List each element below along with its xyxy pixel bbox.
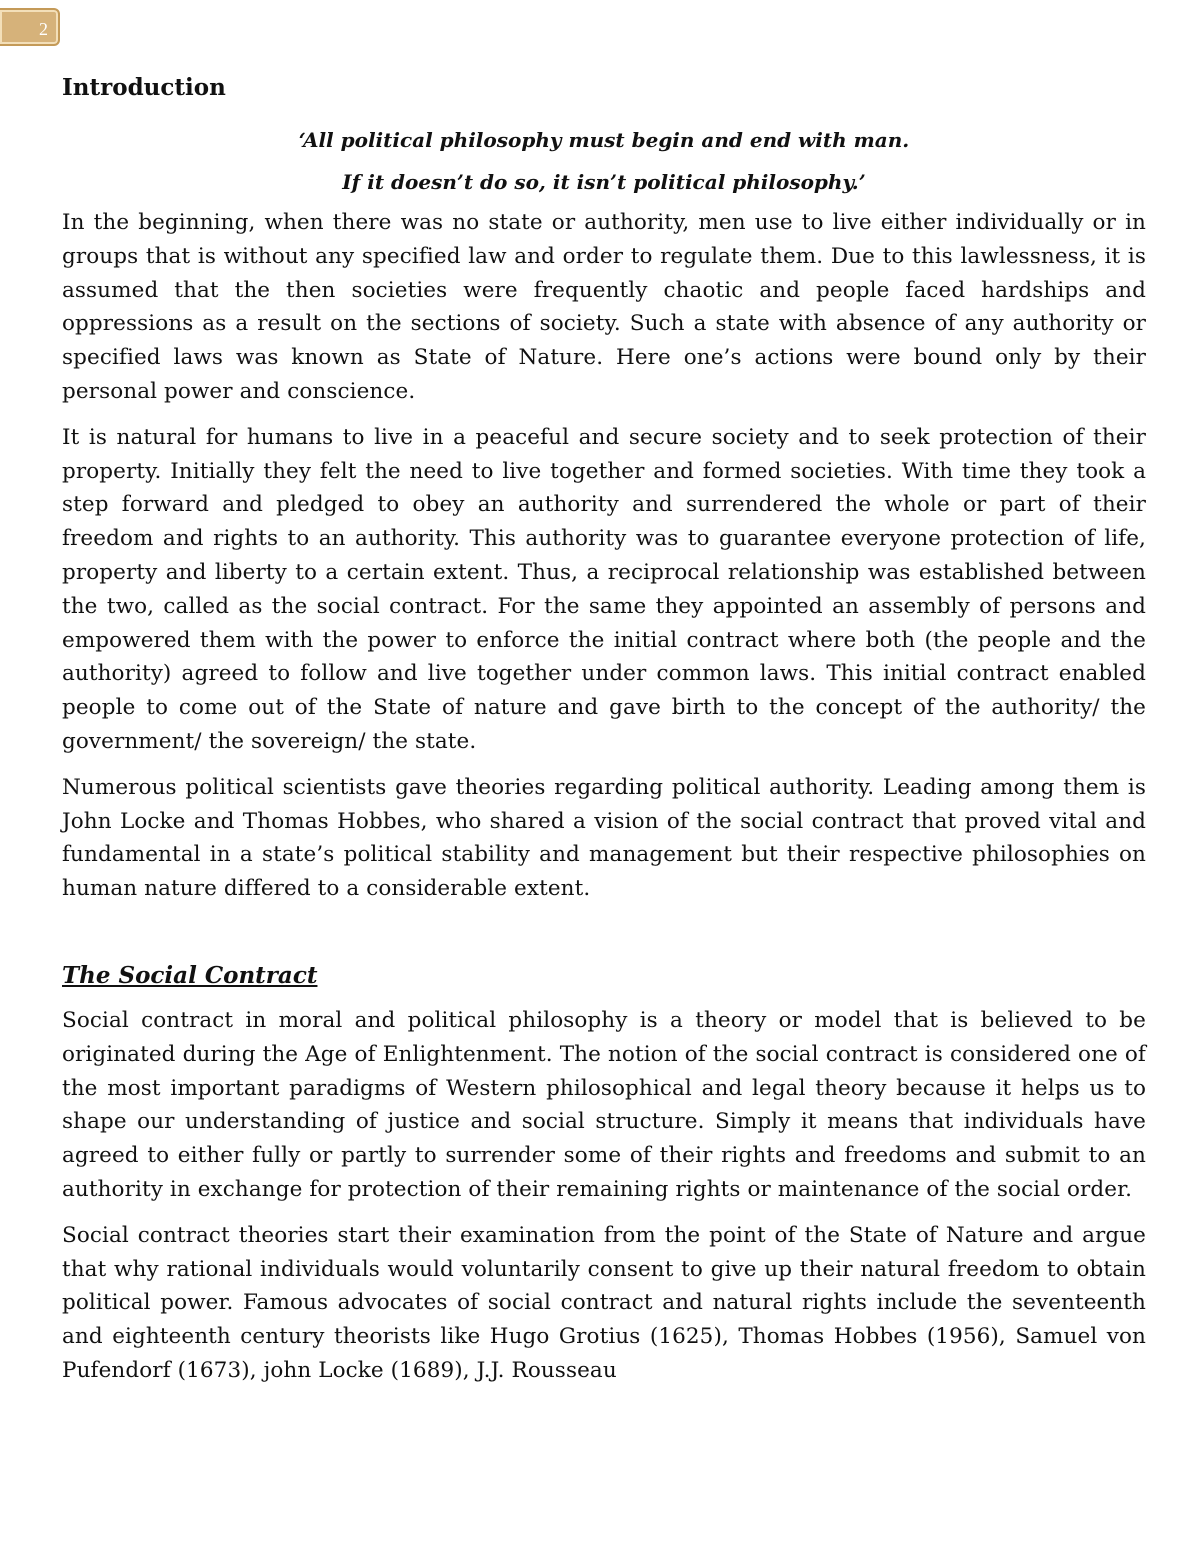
introduction-paragraph-2: It is natural for humans to live in a peaceful and secure society and to seek protection of their property. Initially they felt the need to live together and formed societies. With time they took a step forward and pledged to obey an authority and surrendered the whole or part of their freedom and rights to an authority. This authority was to guarantee everyone protection of life, property and liberty to a certain extent. Thus, a reciprocal relationship was established between the two, called as the social contract. For the same they appointed an assembly of persons and empowered them with the power to enforce the initial contract where both (the people and the authority) agreed to follow and live together under common laws. This initial contract enabled people to come out of the State of nature and gave birth to the concept of the authority/ the government/ the sovereign/ the state. — [62, 424, 1146, 754]
page-number-badge — [0, 8, 60, 46]
epigraph — [62, 116, 1146, 206]
section-spacer — [62, 906, 1146, 958]
introduction-section — [62, 70, 1146, 906]
epigraph-line-2: If it doesn’t do so, it isn’t political philosophy.’ — [342, 170, 866, 194]
social-contract-paragraph-1: Social contract in moral and political philosophy is a theory or model that is believed to be originated during the Age of Enlightenment. The notion of the social contract is considered one of the most important paradigms of Western philosophical and legal theory because it helps us to shape our understanding of justice and social structure. Simply it means that individuals have agreed to either fully or partly to surrender some of their rights and freedoms and submit to an authority in exchange for protection of their remaining rights or maintenance of the social order. — [62, 1007, 1146, 1202]
document-body — [62, 70, 1146, 1388]
social-contract-section — [62, 958, 1146, 1388]
social-contract-paragraph-2: Social contract theories start their examination from the point of the State of Nature and argue that why rational individuals would voluntarily consent to give up their natural freedom to obtain political power. Famous advocates of social contract and natural rights include the seventeenth and eighteenth century theorists like Hugo Grotius (1625), Thomas Hobbes (1956), Samuel von Pufendorf (1673), john Locke (1689), J.J. Rousseau — [62, 1222, 1146, 1383]
epigraph-line-1: ‘All political philosophy must begin and end with man. — [298, 128, 910, 152]
introduction-paragraph-1: In the beginning, when there was no state or authority, men use to live either individually or in groups that is without any specified law and order to regulate them. Due to this lawlessness, it is assumed that the then societies were frequently chaotic and people faced hardships and oppressions as a result on the sections of society. Such a state with absence of any authority or specified laws was known as State of Nature. Here one’s actions were bound only by their personal power and conscience. — [62, 210, 1146, 404]
page-number: 2 — [39, 19, 48, 39]
introduction-paragraph-3: Numerous political scientists gave theories regarding political authority. Leading among them is John Locke and Thomas Hobbes, who shared a vision of the social contract that proved vital and fundamental in a state’s political stability and management but their respective philosophies on human nature differed to a considerable extent. — [62, 774, 1146, 902]
social-contract-heading: The Social Contract — [62, 961, 318, 989]
introduction-heading: Introduction — [62, 74, 226, 101]
